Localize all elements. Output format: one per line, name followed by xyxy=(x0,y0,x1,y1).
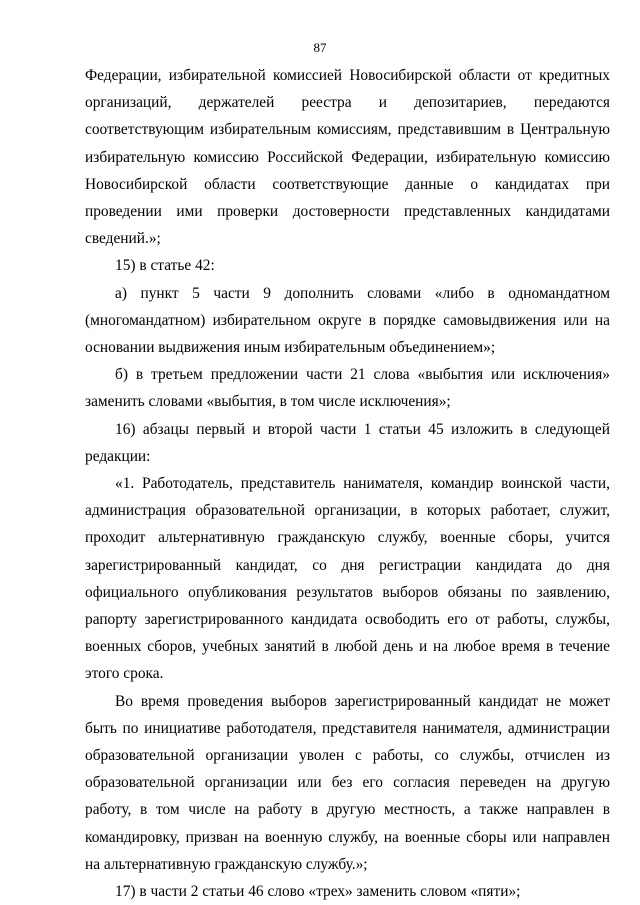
paragraph-item-15b: б) в третьем предложении части 21 слова «выбытия или исключения» заменить словами «выбытия, в том числе исключения»; xyxy=(85,366,610,411)
paragraph-quoted-part-2: Во время проведения выборов зарегистрированный кандидат не может быть по инициативе работодателя, представителя нанимателя, администрации образовательной организации уволен с работы, со службы, отчислен из образовательной организации или без его согласия переведен на другую работу, в том числе на работу в другую местность, а также направлен в командировку, призван на военную службу, на военные сборы или направлен на альтернативную гражданскую службу.»; xyxy=(85,692,610,873)
page-number: 87 xyxy=(313,40,327,55)
paragraph-item-15a: а) пункт 5 части 9 дополнить словами «либо в одномандатном (многомандатном) избирательном округе в порядке самовыдвижения или на основании выдвижения иным избирательным объединением»; xyxy=(85,284,610,357)
document-body xyxy=(85,62,610,905)
paragraph-continuation: Федерации, избирательной комиссией Новосибирской области от кредитных организаций, держателей реестра и депозитариев, передаются соответствующим избирательным комиссиям, представившим в Центральную избирательную комиссию Российской Федерации, избирательную комиссию Новосибирской области соответствующие данные о кандидатах при проведении ими проверки достоверности представленных кандидатами сведений.»; xyxy=(85,67,610,248)
paragraph-quoted-part-1: «1. Работодатель, представитель нанимателя, командир воинской части, администрация образовательной организации, в которых работает, служит, проходит альтернативную гражданскую службу, военные сборы, учится зарегистрированный кандидат, со дня регистрации кандидата до дня официального опубликования результатов выборов обязаны по заявлению, рапорту зарегистрированного кандидата освободить его от работы, службы, военных сборов, учебных занятий в любой день и на любое время в течение этого срока. xyxy=(85,475,610,683)
paragraph-item-15: 15) в статье 42: xyxy=(115,257,215,275)
paragraph-item-16: 16) абзацы первый и второй части 1 статьи 45 изложить в следующей редакции: xyxy=(85,420,610,465)
paragraph-item-17: 17) в части 2 статьи 46 слово «трех» заменить словом «пяти»; xyxy=(115,883,521,901)
